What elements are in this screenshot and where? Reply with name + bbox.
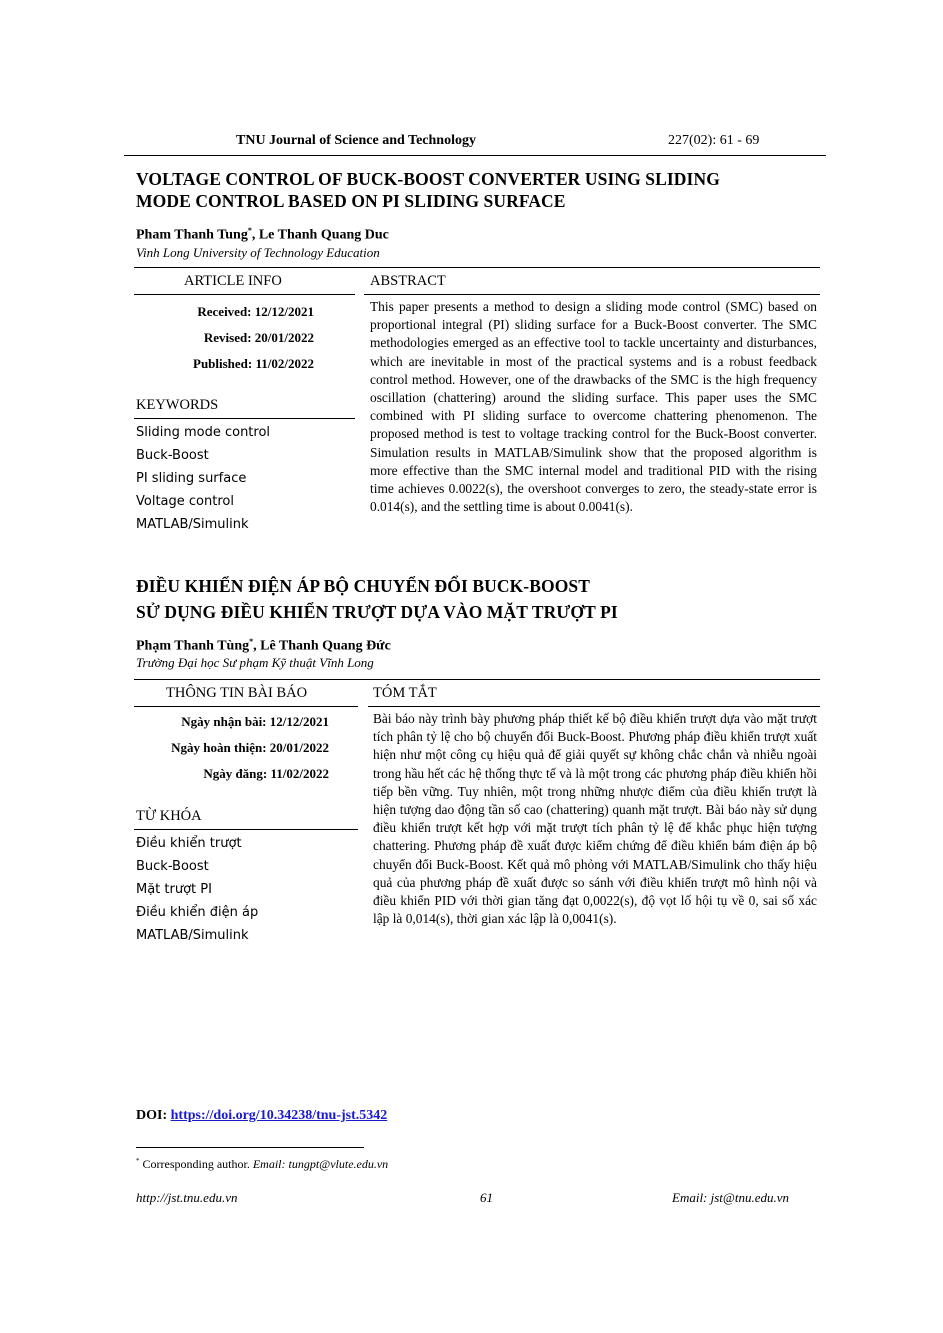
vietnamese-affiliation: Trường Đại học Sư phạm Kỹ thuật Vĩnh Long bbox=[136, 655, 374, 670]
keyword: Điều khiển điện áp bbox=[136, 905, 259, 920]
footnote-mark: * bbox=[136, 1157, 140, 1165]
vietnamese-abstract: Bài báo này trình bày phương pháp thiết kế bộ điều khiển trượt dựa vào mặt trượt tích phân tỷ lệ cho bộ chuyển đổi Buck-Boost. Phương pháp điều khiển trượt xuất hiện như một công cụ hiệu quả để giải quyết sự không chắc chắn và nhiễu ngoài trong hầu hết các hệ thống thực tế và là một trong các phương pháp điều khiển hồi tiếp bền vững. Tuy nhiên, một trong những nhược điểm của điều khiển trượt là hiện tượng dao động tần số cao (chattering) quanh mặt trượt. Bài báo này sử dụng điều khiển trượt kết hợp với mặt trượt tích phân tỷ lệ để khắc phục hiện tượng chattering. Phương pháp đề xuất được kiểm chứng để điều khiển bám điện áp bộ chuyển đổi Buck-Boost. Kết quả mô phỏng với MATLAB/Simulink cho thấy hiệu quả của phương pháp đề xuất được so sánh với điều khiển trượt mô hình nội và điều khiển PID với thời gian tăng đạt 0,0022(s), độ vọt lố hội tụ về 0, sai số xác lập là 0,014(s), thời gian xác lập là 0,0041(s). bbox=[373, 711, 817, 927]
revised-date: Revised: 20/01/2022 bbox=[203, 330, 314, 345]
section-rule-top bbox=[134, 267, 820, 268]
abstract-rule bbox=[364, 294, 820, 295]
keyword: Buck-Boost bbox=[136, 859, 209, 874]
doi-label: DOI: bbox=[136, 1108, 171, 1123]
keywords-rule bbox=[134, 418, 355, 419]
english-title-line2: MODE CONTROL BASED ON PI SLIDING SURFACE bbox=[136, 191, 566, 211]
journal-name: TNU Journal of Science and Technology bbox=[236, 133, 476, 148]
keyword: MATLAB/Simulink bbox=[136, 928, 249, 943]
english-title-line1: VOLTAGE CONTROL OF BUCK-BOOST CONVERTER USING SLIDING bbox=[136, 169, 720, 189]
journal-url: http://jst.tnu.edu.vn bbox=[136, 1190, 238, 1205]
revised-date: Ngày hoàn thiện: 20/01/2022 bbox=[171, 740, 329, 755]
keyword: Sliding mode control bbox=[136, 425, 271, 440]
keyword: PI sliding surface bbox=[136, 471, 247, 486]
published-date: Published: 11/02/2022 bbox=[193, 356, 314, 371]
abstract-rule bbox=[368, 706, 820, 707]
doi bbox=[136, 1108, 387, 1124]
page-number: 61 bbox=[480, 1190, 493, 1205]
english-abstract: This paper presents a method to design a sliding mode control (SMC) based on proportional integral (PI) sliding surface for a Buck-Boost converter. The SMC methodologies emerged as an effective tool to tackle uncertainty and disturbances, which are inevitable in most of the practical systems and is a robust feedback control method. However, one of the drawbacks of the SMC is the high frequency oscillation (chattering) around the sliding surface. This paper uses the SMC combined with PI sliding surface to overcome chattering phenomenon. The proposed method is test to voltage tracking control for the Buck-Boost converter. Simulation results in MATLAB/Simulink show that the proposed algorithm is more effective than the SMC internal model and traditional PID with the rising time achieves 0.0022(s), the overshoot converges to zero, the steady-state error is 0.014(s), and the settling time is about 0.0041(s). bbox=[370, 299, 817, 515]
issue-pages: 227(02): 61 - 69 bbox=[668, 133, 760, 148]
corresponding-email: Email: tungpt@vlute.edu.vn bbox=[252, 1157, 389, 1171]
published-date: Ngày đăng: 11/02/2022 bbox=[203, 766, 329, 781]
doi-link[interactable]: https://doi.org/10.34238/tnu-jst.5342 bbox=[170, 1108, 388, 1123]
footnote-rule bbox=[136, 1147, 364, 1148]
article-info-heading: ARTICLE INFO bbox=[184, 273, 282, 289]
english-affiliation: Vinh Long University of Technology Education bbox=[136, 245, 380, 260]
corresponding-mark: * bbox=[247, 226, 252, 235]
received-date: Received: 12/12/2021 bbox=[197, 304, 314, 319]
keyword: Voltage control bbox=[136, 494, 234, 509]
article-info-heading: THÔNG TIN BÀI BÁO bbox=[166, 685, 308, 701]
footnote bbox=[136, 1157, 388, 1172]
keyword: Buck-Boost bbox=[136, 448, 209, 463]
keywords-heading: TỪ KHÓA bbox=[136, 808, 202, 824]
vietnamese-authors bbox=[136, 637, 391, 655]
info-rule bbox=[134, 294, 355, 295]
vietnamese-title-line2: SỬ DỤNG ĐIỀU KHIỂN TRƯỢT DỰA VÀO MẶT TRƯỢT PI bbox=[136, 602, 618, 622]
author-2: , Lê Thanh Quang Đức bbox=[253, 638, 391, 654]
header-rule bbox=[124, 155, 826, 156]
keywords-rule bbox=[134, 829, 358, 830]
author-1: Pham Thanh Tung bbox=[136, 227, 248, 243]
corresponding-mark: * bbox=[249, 637, 254, 646]
abstract-heading: ABSTRACT bbox=[370, 273, 446, 289]
journal-email: Email: jst@tnu.edu.vn bbox=[672, 1190, 790, 1205]
received-date: Ngày nhận bài: 12/12/2021 bbox=[181, 714, 329, 729]
author-2: , Le Thanh Quang Duc bbox=[251, 227, 389, 243]
keyword: Điều khiển trượt bbox=[136, 836, 242, 851]
keyword: MATLAB/Simulink bbox=[136, 517, 249, 532]
abstract-heading: TÓM TẮT bbox=[373, 685, 437, 701]
section-rule-top bbox=[134, 679, 820, 680]
english-authors bbox=[136, 226, 389, 244]
keywords-heading: KEYWORDS bbox=[136, 397, 219, 413]
vietnamese-title-line1: ĐIỀU KHIỂN ĐIỆN ÁP BỘ CHUYỂN ĐỔI BUCK-BOOST bbox=[136, 576, 591, 596]
footnote-text: Corresponding author. bbox=[139, 1157, 253, 1171]
author-1: Phạm Thanh Tùng bbox=[136, 638, 250, 654]
info-rule bbox=[134, 706, 358, 707]
keyword: Mặt trượt PI bbox=[136, 882, 212, 897]
